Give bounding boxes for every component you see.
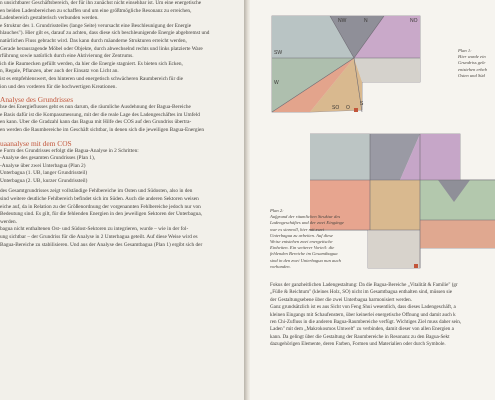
text-line: sind in den zwei Unterbagua nun auch [270, 257, 341, 263]
text-line: „Fülle & Reichtum" (kleines Holz, SO) nicht im Gesamtbagua enthalten sind, müssen sie [270, 289, 453, 296]
text-line: Weise entstehen zwei energetische [270, 239, 333, 245]
text-line: der Gestaltungsebene über die zwei Unterbagua harmonisiert werden. [270, 296, 413, 303]
text-line: natürlichen Fluss gebracht wird. Das kann durch mäanderne Strukturen erreicht werden, [0, 37, 187, 44]
text-line: -Analyse des gesamten Grundrisses (Plan 1), [0, 155, 96, 162]
text-line: Hier wurde ein [458, 54, 486, 60]
paragraph-bottom [0, 188, 238, 249]
text-line: fehlenden Bereiche im Gesamtbagua [270, 251, 338, 257]
text-line: ren Chi-Zufluss in die anderen Bagua-Raumbereiche verfügt. Wichtiges Ziel muss daher sein, [270, 319, 462, 326]
text-line: e Struktur des 1. Grundrissteiles (lange Seite) verursacht eine Beschleunigung der Energie [0, 22, 192, 29]
plan1-floor-plan [270, 8, 450, 116]
text-line: Unterbagua (1. UB, langer Grundrissteil) [0, 170, 88, 177]
plan1-label-so: SO [332, 105, 340, 111]
plan1-label-w: W [274, 80, 279, 86]
heading-bagua-analyse: uaanalyse mit dem COS [0, 138, 72, 148]
text-line: vorhanden. [270, 263, 291, 269]
text-line: -Analyse über zwei Unterbagua (Plan 2) [0, 162, 86, 169]
text-line: Einheiten. Ein weiterer Vorteil: die [270, 245, 335, 251]
text-line: Ganz grundsätzlich ist es aus Sicht von Feng Shui wesentlich, dass dieses Ladengeschäft, a [270, 304, 456, 311]
text-line: Bagua-Bereiche zu stabilisieren. Und aus der Analyse des Gesamtbagua (Plan 1) ergibt sich der [0, 241, 203, 248]
text-line: eiche auf, da in Relation zu der Größenordnung der vorgenannten Fehlbereiche jedoch nur von [0, 203, 201, 210]
text-line: Unterbagua zu arbeiten. Auf diese [270, 232, 334, 238]
text-line: dazugehörigen Elemente, deren Farben, Formen und Materialien oder durch Symbole. [270, 341, 446, 348]
left-text-column [0, 0, 238, 249]
text-line: Osten und Süd [458, 72, 485, 78]
heading-grundriss-analyse: Analyse des Grundrisses [0, 95, 74, 105]
text-line: en werden die Raumbereiche im Geschäft sichtbar, in denen sich die jeweiligen Bagua-Energien [0, 126, 204, 133]
plan2-caption [270, 208, 344, 270]
text-line: Grundriss gele [458, 60, 486, 66]
right-text-column [270, 282, 492, 349]
text-line: werden. [0, 218, 17, 225]
text-line: rführung sowie natürlich durch eine Aktivierung der Zentrums. [0, 53, 134, 60]
plan1-label-sw: SW [274, 50, 283, 56]
text-line: sind weitere deutliche Fehlbereich befindet sich im Süden. Auch die anderen Sektoren weisen [0, 196, 199, 203]
text-line: Fokus der ganzheitlichen Ladengestaltung: Da die Bagua-Bereiche „Vitalität & Familie" (gr [270, 282, 458, 288]
text-line: Plan 2: [270, 208, 284, 213]
text-line: Ladenbereich gestalterisch verbunden werden. [0, 15, 99, 22]
plan1-caption [458, 48, 487, 79]
plan1-label-nw: NW [338, 18, 347, 24]
text-line: Laden" mit dem „Makrokosmos Umwelt" zu verbinden, damit dieser von allen Energien a [270, 326, 454, 333]
paragraph-top [0, 0, 238, 91]
text-line: des Gesamtgrundrisses zeigt vollständige Fehlbereiche im Osten und Südosten, also in den [0, 188, 193, 195]
paragraph-right [270, 282, 492, 349]
plan1-label-o: O [346, 105, 350, 111]
text-line: Plan 1: [458, 48, 472, 53]
text-line: hse des Energieflusses geht es nun darum, die räumliche Ausdehnung der Bagua-Bereiche [0, 104, 191, 111]
text-line: ion und den vorderen für die hochwertigen Kreationen. [0, 83, 117, 90]
text-line: en kann. Über die Gradzahl kann das Bagua mit Hilfe des COS auf den Grundriss übertra- [0, 119, 192, 126]
text-line: Aufgrund der räumlichen Struktur des [270, 214, 341, 220]
plan1-label-no: NO [410, 18, 418, 24]
text-line: n, Regale, Pflanzen, aber auch der Einsatz von Licht an. [0, 68, 119, 75]
text-line: ist es empfehlenswert, den hinteren und energetisch schwächeren Raumbereich für die [0, 75, 184, 82]
left-page [0, 0, 244, 400]
paragraph-mid [0, 104, 238, 134]
text-line: ich die Raumecken gefüllt werden, da hier die Energie stagniert. Es bieten sich Ecken, [0, 60, 183, 67]
right-page [250, 0, 495, 400]
text-line: Ladengeschäftes und der zwei Eingänge [270, 220, 345, 226]
plan1-label-n: N [364, 18, 368, 24]
text-line: kann. Da gelingt über die Gestaltung der Raumbereiche in Resonanz zu den Bagua-Sekt [270, 333, 450, 340]
text-line: en beiden Ladenbereichen zu schaffen und um eine größtmögliche Resonanz zu erreichen, [0, 7, 192, 14]
analysis-steps-list [0, 148, 238, 186]
text-line: ung sichtbar – der Grundriss für die Analyse in 2 Unterbagua geteilt. Auf diese Weise wird es [0, 234, 198, 241]
text-line: e Form des Grundrisses erfolgt die Bagua-Analyse in 2 Schritten: [0, 147, 139, 154]
text-line: Unterbagua (2. UB, kurzer Grundrissteil) [0, 177, 88, 184]
text-line: entstehen erheb [458, 66, 487, 72]
text-line: war es sinnvoll, hier mit zwei [270, 226, 324, 232]
text-line: Bedeutung sind. Es gilt, für die fehlenden Energien in den jeweiligen Sektoren der Unterbagua, [0, 211, 203, 218]
plan1-label-s: S [360, 101, 364, 107]
text-line: bagua nicht enthaltenen Ost- und Südost-Sektoren zu integrieren, wurde – wie in der fol- [0, 226, 189, 233]
text-line: hlauches"). Hier gilt es, darauf zu achten, dass diese sich beschleunigende Energie abgebremst und [0, 30, 210, 37]
text-line: kleinen Eingangs mit Schaufenstern, über keinerlei energetische Öffnung und damit auch k [270, 311, 456, 318]
text-line: Gerade herausragende Möbel oder Objekte, durch abwechselnd rechts und links platzierte Ware [0, 45, 203, 52]
text-line: e Basis dafür ist die Kompassmessung, mit der die reale Lage des Ladengeschäftes im Umfeld [0, 111, 200, 118]
text-line: n unsichtbarer Geschäftsbereich, der für ihn zunächst nicht einsehbar ist. Um eine energetische [0, 0, 202, 6]
